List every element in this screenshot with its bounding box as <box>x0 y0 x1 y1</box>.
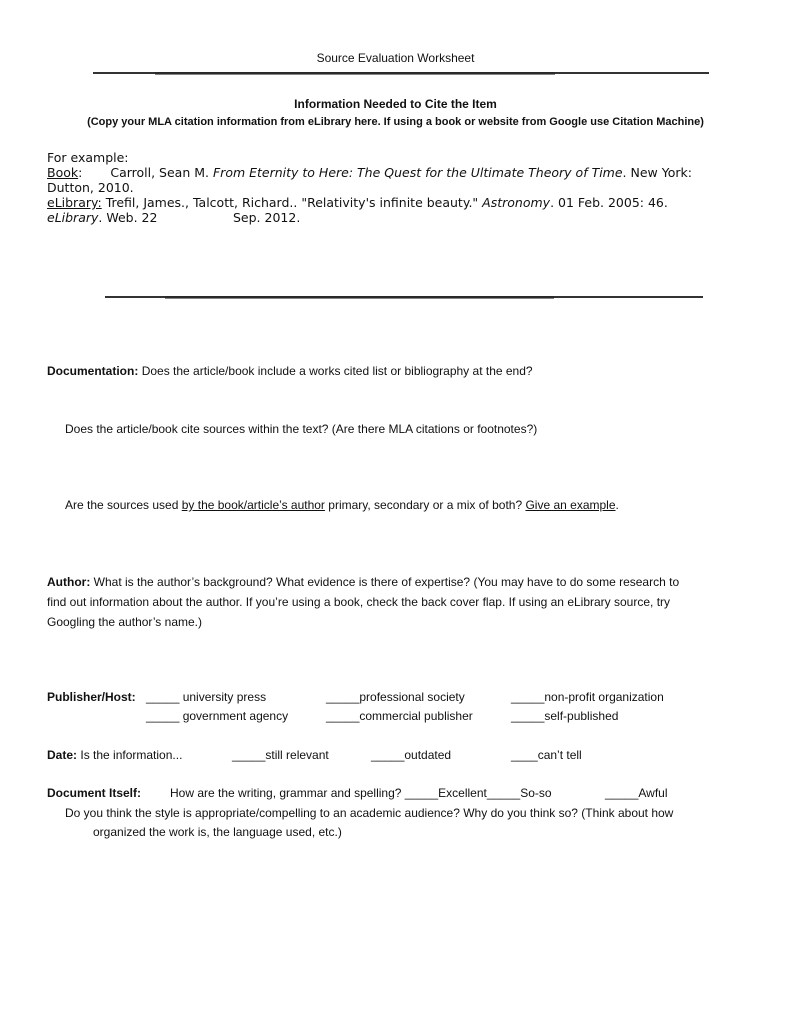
document-q2-line2: organized the work is, the language used, etc.) <box>93 825 342 839</box>
documentation-q3-underline2: Give an example <box>525 498 616 512</box>
author-line1-text: What is the author’s background? What evidence is there of expertise? (You may have to do some research to <box>93 575 680 589</box>
documentation-q3-b: primary, secondary or a mix of both? <box>324 498 526 512</box>
divider-top <box>93 72 709 74</box>
publisher-option-university: _____ university press <box>146 690 267 704</box>
book-author: Carroll, Sean M. <box>110 165 209 180</box>
publisher-option-professional: _____professional society <box>326 690 465 704</box>
elibrary-authors-title: Trefil, James., Talcott, Richard.. "Relativity's infinite beauty." <box>105 195 479 210</box>
documentation-q3-c: . <box>615 498 619 512</box>
book-label: Book <box>47 165 79 180</box>
elibrary-label: eLibrary: <box>47 195 102 210</box>
publisher-option-self: _____self-published <box>511 709 619 723</box>
date-option-outdated: _____outdated <box>371 748 452 762</box>
book-title: From Eternity to Here: The Quest for the Ultimate Theory of Time <box>212 165 623 180</box>
publisher-option-commercial: _____commercial publisher <box>326 709 473 723</box>
author-line2: find out information about the author. If you’re using a book, check the back cover flap. If using an eLibrary source, try <box>47 595 671 609</box>
author-line3: Googling the author’s name.) <box>47 615 202 629</box>
book-publisher: . New York: <box>622 165 692 180</box>
book-citation-line2: Dutton, 2010. <box>47 180 134 195</box>
publisher-option-government: _____ government agency <box>146 709 289 723</box>
elibrary-citation-line2 <box>47 210 157 226</box>
book-colon: : <box>78 165 83 180</box>
elibrary-citation-line1 <box>47 195 668 211</box>
documentation-q3 <box>65 498 619 512</box>
publisher-option-nonprofit: _____non-profit organization <box>511 690 664 704</box>
book-citation-line1 <box>47 165 692 181</box>
documentation-q3-a: Are the sources used <box>65 498 182 512</box>
date-option-cant-tell: ____can’t tell <box>511 748 582 762</box>
author-label: Author: <box>47 575 91 589</box>
document-q1: How are the writing, grammar and spelling? _____Excellent_____So-so <box>170 786 552 800</box>
example-label: For example: <box>47 150 129 165</box>
documentation-label: Documentation: <box>47 364 139 378</box>
documentation-q2: Does the article/book cite sources within the text? (Are there MLA citations or footnotes?) <box>65 422 538 436</box>
elibrary-name: eLibrary <box>47 210 99 225</box>
cite-instruction: (Copy your MLA citation information from eLibrary here. If using a book or website from Google use Citation Machine) <box>87 116 704 128</box>
date-prompt-text: Is the information... <box>80 748 183 762</box>
elibrary-web: . Web. 22 <box>98 210 158 225</box>
documentation-q1-text: Does the article/book include a works cited list or bibliography at the end? <box>141 364 533 378</box>
divider-bottom <box>105 296 703 298</box>
elibrary-journal: Astronomy <box>482 195 551 210</box>
cite-heading: Information Needed to Cite the Item <box>294 97 497 111</box>
page-title: Source Evaluation Worksheet <box>316 51 475 65</box>
date-option-relevant: _____still relevant <box>232 748 329 762</box>
elibrary-sep: Sep. 2012. <box>233 210 301 225</box>
document-label: Document Itself: <box>47 786 142 800</box>
date-label: Date: <box>47 748 78 762</box>
publisher-label: Publisher/Host: <box>47 690 136 704</box>
document-q1-awful: _____Awful <box>605 786 668 800</box>
elibrary-date: . 01 Feb. 2005: 46. <box>550 195 668 210</box>
documentation-q3-underline1: by the book/article’s author <box>181 498 325 512</box>
author-line1 <box>47 575 679 589</box>
document-q2-line1: Do you think the style is appropriate/compelling to an academic audience? Why do you think so? (Think about how <box>65 806 674 820</box>
documentation-q1 <box>47 364 533 378</box>
date-prompt <box>47 748 182 762</box>
